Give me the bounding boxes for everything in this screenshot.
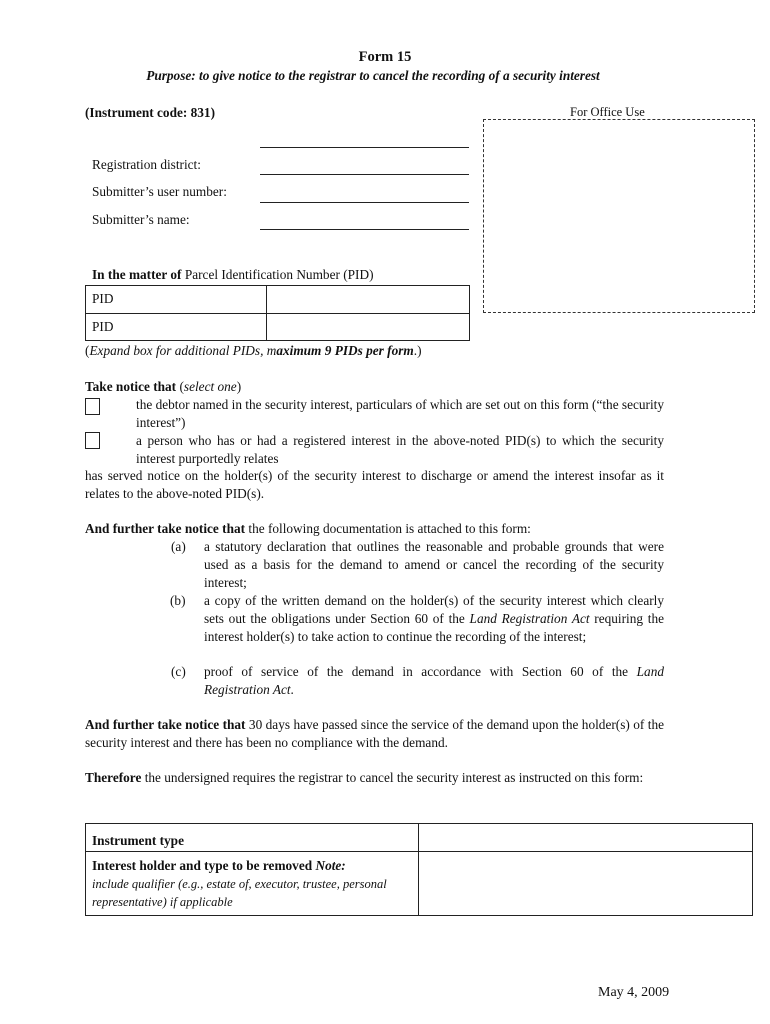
pid-input-2[interactable]	[267, 314, 470, 341]
submitter-user-number-label: Submitter’s user number:	[92, 184, 227, 199]
pid-label-1: PID	[86, 286, 267, 314]
line-0	[260, 147, 469, 148]
thirty-days-notice: And further take notice that 30 days have passed since the service of the demand upon the holder(s) of the security interest and there has been no compliance with the demand.	[85, 717, 664, 750]
office-use-box	[483, 119, 755, 313]
take-notice-heading: Take notice that (select one)	[85, 379, 242, 394]
instrument-table	[85, 823, 753, 916]
submitter-name-label: Submitter’s name:	[92, 212, 190, 227]
registration-district-label: Registration district:	[92, 157, 201, 172]
pid-table	[85, 285, 470, 341]
office-use-label: For Office Use	[570, 105, 645, 119]
pid-note: (Expand box for additional PIDs, maximum 9 PIDs per form.)	[85, 343, 422, 358]
interest-holder-option-text: a person who has or had a registered interest in the above-noted PID(s) to which the security interest purportedly relates	[136, 433, 664, 466]
debtor-option-text: the debtor named in the security interest, particulars of which are set out on this form (“the security interest”)	[136, 397, 665, 430]
further-notice-heading: And further take notice that the following documentation is attached to this form:	[85, 521, 531, 536]
instrument-type-label: Instrument type	[86, 824, 419, 852]
instrument-code: (Instrument code: 831)	[85, 105, 215, 120]
interest-holder-input[interactable]	[419, 852, 753, 916]
item-c-text: proof of service of the demand in accordance with Section 60 of the Land Registration Act.	[204, 664, 664, 697]
therefore-statement: Therefore the undersigned requires the registrar to cancel the security interest as instructed on this form:	[85, 770, 644, 785]
footer-date: May 4, 2009	[598, 985, 670, 1000]
item-c-label: (c)	[171, 664, 186, 679]
matter-heading: In the matter of Parcel Identification Number (PID)	[92, 267, 374, 282]
interest-holder-label: Interest holder and type to be removed Note: include qualifier (e.g., estate of, executor, trustee, personal representative) if applicable	[86, 852, 419, 916]
item-b-label: (b)	[170, 593, 186, 608]
submitter-name-field[interactable]	[260, 229, 469, 230]
pid-input-1[interactable]	[267, 286, 470, 314]
submitter-user-number-field[interactable]	[260, 202, 469, 203]
debtor-checkbox[interactable]	[85, 398, 100, 415]
form-title: Form 15	[358, 49, 412, 65]
instrument-type-input[interactable]	[419, 824, 753, 852]
item-a-text: a statutory declaration that outlines the reasonable and probable grounds that were used as a basis for the demand to amend or cancel the recording of the security interest;	[204, 539, 664, 590]
interest-holder-checkbox[interactable]	[85, 432, 100, 449]
registration-district-field[interactable]	[260, 174, 469, 175]
form-purpose: Purpose: to give notice to the registrar to cancel the recording of a security interest	[146, 68, 600, 83]
item-a-label: (a)	[171, 539, 186, 554]
served-notice-text: has served notice on the holder(s) of the security interest to discharge or amend the interest insofar as it relates to the above-noted PID(s).	[85, 468, 664, 501]
pid-label-2: PID	[86, 314, 267, 341]
item-b-text: a copy of the written demand on the holder(s) of the security interest which clearly sets out the obligations under Section 60 of the Land Registration Act requiring the interest holder(s) to take action to continue the recording of the interest;	[204, 593, 664, 644]
